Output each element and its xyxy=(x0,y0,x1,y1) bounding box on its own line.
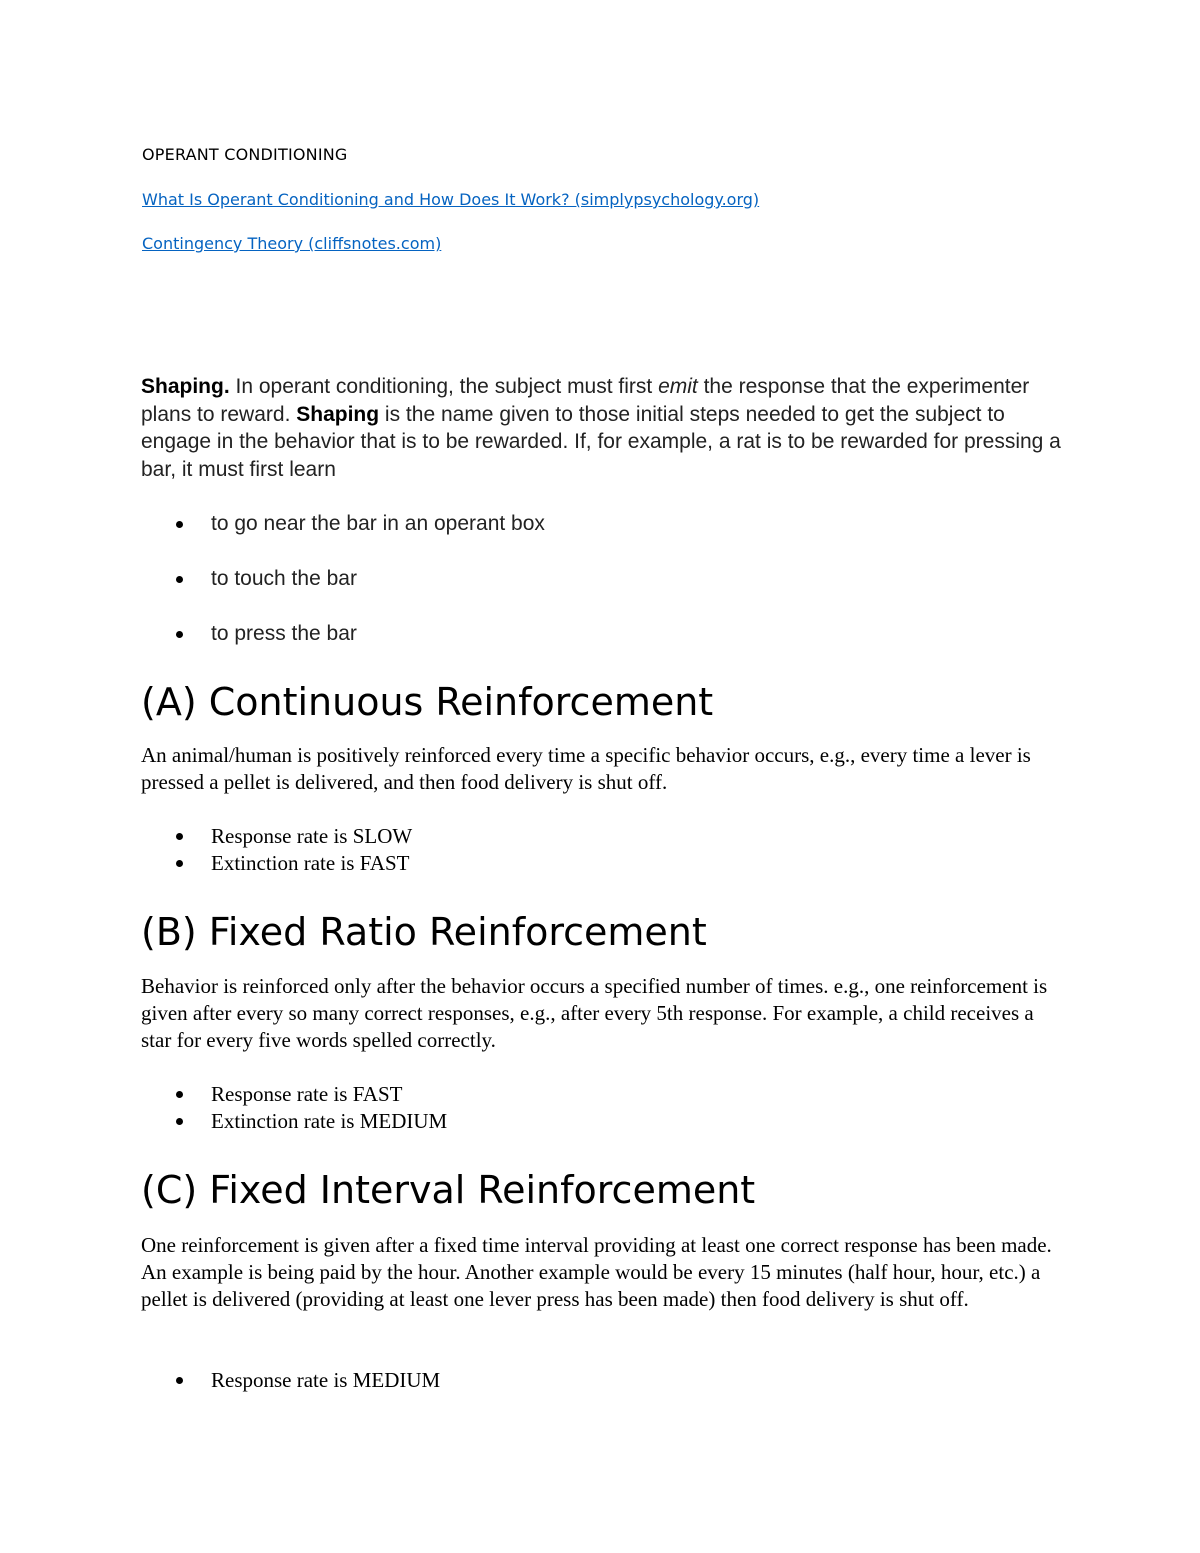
cliffsnotes-link[interactable]: Contingency Theory (cliffsnotes.com) xyxy=(142,234,442,253)
simplypsychology-link[interactable]: What Is Operant Conditioning and How Does It Work? (simplypsychology.org) xyxy=(142,190,760,209)
shaping-text-2: the response that the experimenter plans to reward. xyxy=(141,375,1030,426)
shaping-text-3: is the name given to those initial steps needed to get the subject to engage in the behavior that is to be rewarded. If, for example, a rat is to be rewarded for pressing a bar, it must first learn xyxy=(141,402,1061,481)
section-heading-continuous: (A) Continuous Reinforcement xyxy=(141,680,714,724)
list-item: to press the bar xyxy=(141,620,545,675)
shaping-paragraph xyxy=(141,373,1061,483)
list-item: Extinction rate is FAST xyxy=(141,850,412,877)
bullet-icon xyxy=(176,860,183,867)
section-body-fixed-ratio: Behavior is reinforced only after the behavior occurs a specified number of times. e.g., one reinforcement is given after every so many correct responses, e.g., after every 5th response. For example, a child receives a star for every five words spelled correctly. xyxy=(141,974,1048,1052)
list-item: Extinction rate is MEDIUM xyxy=(141,1108,447,1135)
shaping-term: Shaping xyxy=(296,402,380,426)
document-title: OPERANT CONDITIONING xyxy=(142,145,348,164)
shaping-steps-list xyxy=(141,510,545,675)
list-item: to touch the bar xyxy=(141,565,545,620)
bullet-icon xyxy=(176,521,183,528)
list-item: Response rate is SLOW xyxy=(141,823,412,850)
section-body-continuous: An animal/human is positively reinforced every time a specific behavior occurs, e.g., every time a lever is pressed a pellet is delivered, and then food delivery is shut off. xyxy=(141,743,1031,794)
section-body-fixed-interval: One reinforcement is given after a fixed time interval providing at least one correct response has been made. An example is being paid by the hour. Another example would be every 15 minutes (half hour, hour, etc.) a pellet is delivered (providing at least one lever press has been made) then food delivery is shut off. xyxy=(141,1233,1052,1311)
list-item: Response rate is MEDIUM xyxy=(141,1367,440,1394)
shaping-text-1: In operant conditioning, the subject must first xyxy=(229,375,659,398)
bullet-icon xyxy=(176,1118,183,1125)
bullet-icon xyxy=(176,631,183,638)
section-bullets-fixed-ratio xyxy=(141,1081,447,1135)
bullet-icon xyxy=(176,576,183,583)
list-item: Response rate is FAST xyxy=(141,1081,447,1108)
bullet-icon xyxy=(176,1091,183,1098)
shaping-emit: emit xyxy=(658,375,698,398)
section-bullets-continuous xyxy=(141,823,412,877)
bullet-icon xyxy=(176,1377,183,1384)
section-heading-fixed-interval: (C) Fixed Interval Reinforcement xyxy=(141,1168,756,1212)
section-heading-fixed-ratio: (B) Fixed Ratio Reinforcement xyxy=(141,910,707,954)
shaping-label: Shaping. xyxy=(141,375,230,398)
bullet-icon xyxy=(176,833,183,840)
list-item: to go near the bar in an operant box xyxy=(141,510,545,565)
section-bullets-fixed-interval xyxy=(141,1367,440,1394)
